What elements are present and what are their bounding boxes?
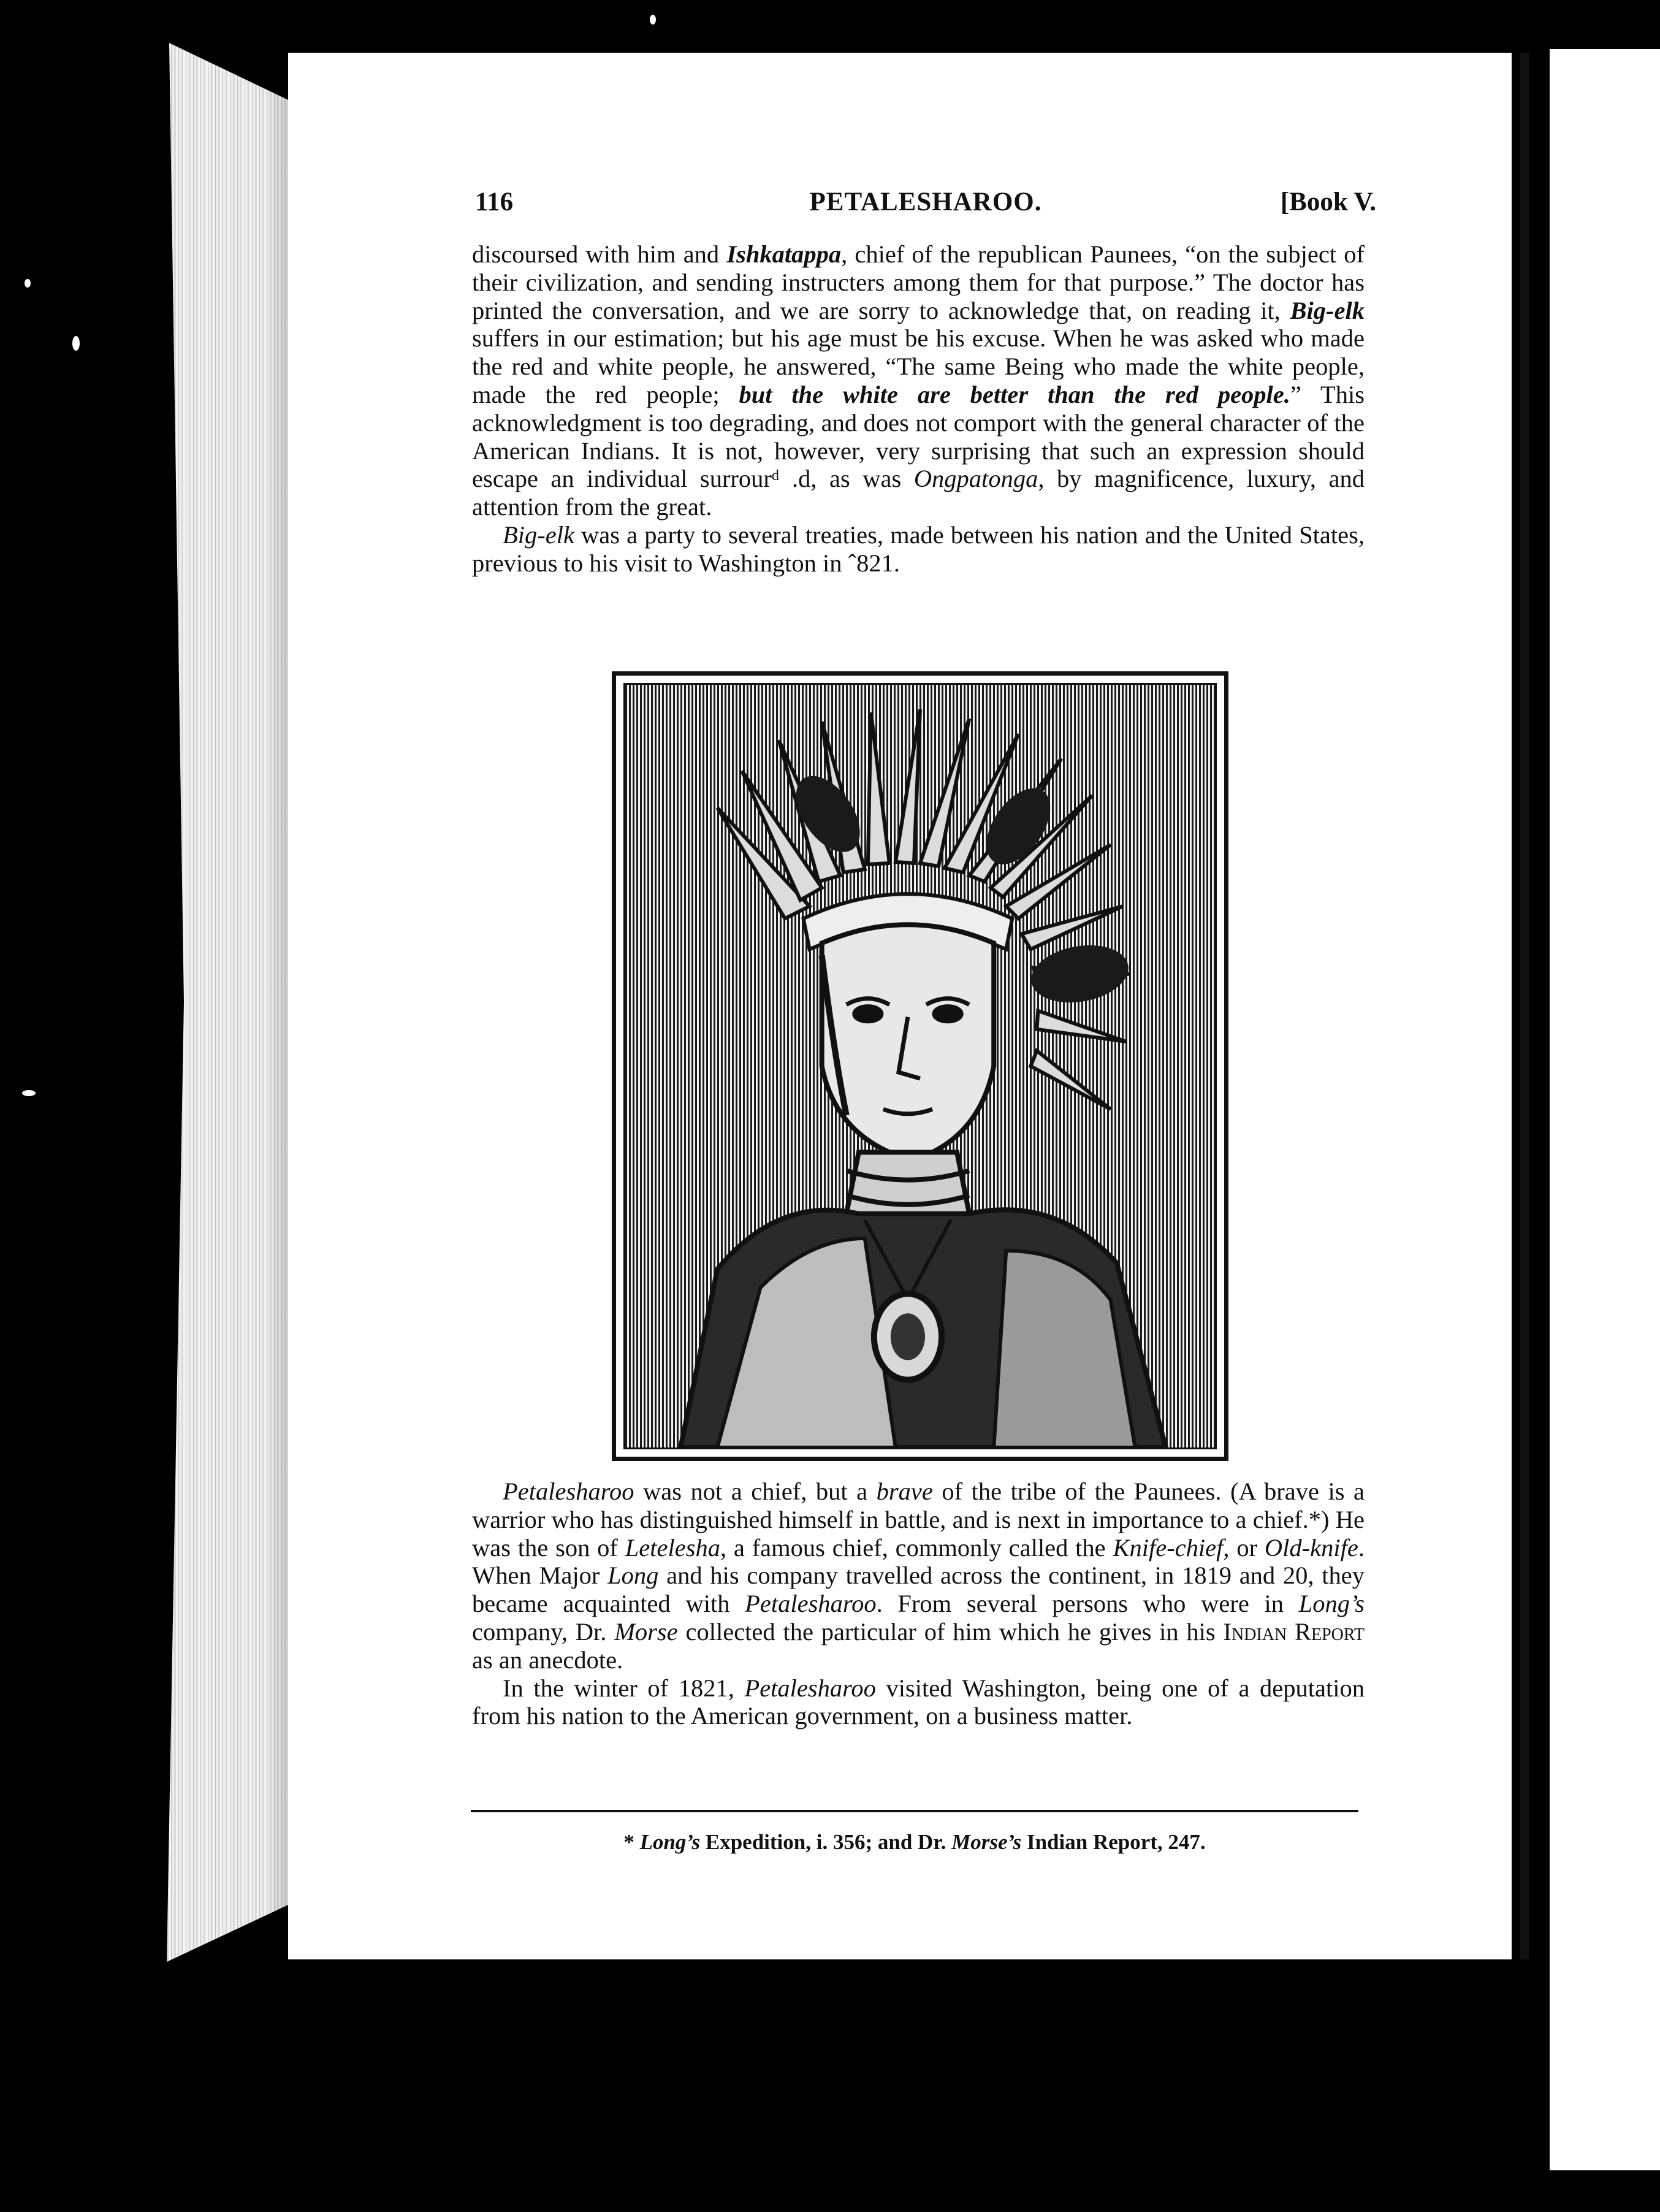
paragraph: [472, 1478, 1365, 1674]
text-run: , by magnificence, luxury, and attention from the great.: [472, 465, 1365, 521]
italic-name: Petalesharoo: [503, 1478, 634, 1505]
footnote: [471, 1830, 1358, 1855]
italic-name: Petalesharoo: [745, 1590, 877, 1618]
text-run: was not a chief, but a: [634, 1478, 877, 1505]
text-block-top: [472, 240, 1365, 578]
italic-name: Long’s: [639, 1830, 701, 1854]
text-run: discoursed with him and: [472, 240, 727, 268]
text-run: Expedition, i. 356; and Dr.: [700, 1830, 952, 1854]
text-run: , chief of the republican Paunees, “on the subject of their civilization, and sending instructers among them for that purpose.” The doctor has printed the conversation, and we are sorry to acknowledge that, on reading it,: [472, 240, 1365, 324]
italic-name: Knife-chief: [1113, 1533, 1224, 1562]
italic-name: Big-elk: [503, 521, 574, 549]
italic-name: Morse’s: [951, 1830, 1022, 1854]
text-run: , a famous chief, commonly called the: [720, 1533, 1113, 1562]
italic-name: Morse: [614, 1617, 678, 1646]
italic-name: Petalesharoo: [744, 1674, 876, 1702]
scan-speck: [22, 1090, 36, 1096]
text-run: collected the particular of him which he gives in his: [677, 1617, 1224, 1646]
text-run: *: [623, 1830, 640, 1854]
text-run: ˆ821.: [848, 549, 900, 577]
text-run: of the tribe of the Paunees. (A brave is a warrior who has distinguished himself in battle, and is next in importance to a chief.*) He was the son of: [472, 1478, 1365, 1562]
running-head: [475, 187, 1376, 224]
text-run: ᵈ: [771, 465, 793, 493]
text-run: suffers in our estimation; but his age must be his excuse. When he was asked who made the red and white people, he answered, “The same Being who made the white people, made the red people;: [472, 324, 1365, 408]
text-run: was a party to several treaties, made between his nation and the United States, previous to his visit to Washington in: [472, 521, 1365, 577]
portrait-figure-icon: [625, 685, 1215, 1447]
text-run: In the winter of 1821,: [503, 1674, 745, 1702]
scan-speck: [650, 15, 656, 25]
italic-name: Old-knife: [1264, 1533, 1358, 1562]
italic-name: Ongpatonga: [913, 465, 1038, 493]
text-run: .d, as was: [792, 465, 914, 493]
text-run: ” This acknowledgment is too degrading, and does not comport with the general character of the American Indians. It is not, however, very surprising that such an expression should escape an individual surrour: [472, 380, 1365, 493]
portrait-engraving: [623, 683, 1217, 1449]
facing-page-edge: [1550, 49, 1660, 2170]
italic-name: Letelesha: [625, 1533, 720, 1562]
gutter-line: [1520, 53, 1529, 1959]
text-run: visited Washington, being one of a deputation from his nation to the American government, on a business matter.: [472, 1674, 1365, 1730]
italic-name: Long: [607, 1562, 659, 1590]
text-run: company, Dr.: [472, 1617, 615, 1646]
running-title: PETALESHAROO.: [809, 188, 1042, 216]
page-number: 116: [475, 188, 514, 216]
scan-speck: [72, 336, 80, 351]
italic-name: Ishkatappa: [726, 240, 842, 268]
text-run: Indian Report, 247.: [1021, 1830, 1206, 1854]
small-caps-title: Indian Report: [1223, 1617, 1365, 1646]
scan-speck: [25, 279, 31, 288]
italic-word: brave: [876, 1478, 933, 1505]
text-run: as an anecdote.: [472, 1646, 623, 1674]
italic-quote: but the white are better than the red people.: [739, 380, 1290, 408]
text-block-bottom: [472, 1478, 1365, 1730]
italic-name: Big-elk: [1290, 296, 1365, 324]
text-run: . From several persons who were in: [876, 1590, 1299, 1618]
text-run: . When Major: [472, 1533, 1365, 1590]
portrait-woodcut: [612, 671, 1228, 1461]
footnote-rule: [471, 1810, 1358, 1812]
paragraph: [472, 240, 1365, 521]
paragraph: [472, 521, 1365, 578]
text-run: , or: [1223, 1533, 1265, 1562]
italic-name: Long’s: [1298, 1590, 1365, 1618]
paragraph: [472, 1674, 1365, 1731]
text-run: and his company travelled across the continent, in 1819 and 20, they became acquainted with: [472, 1562, 1365, 1618]
book-marker: [Book V.: [1280, 188, 1376, 216]
